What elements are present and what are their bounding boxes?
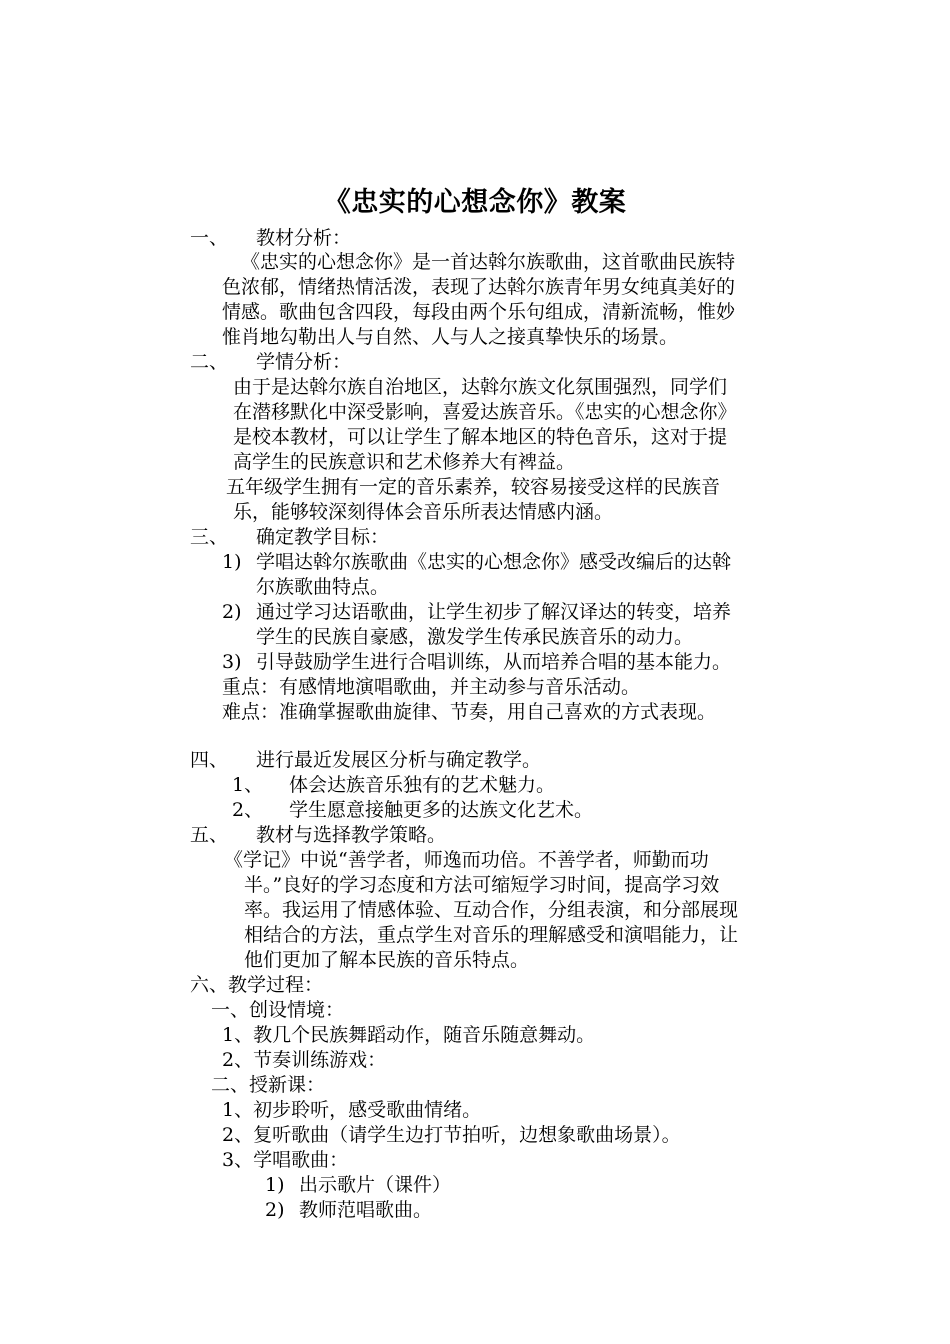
sub-item-number: 1) — [265, 1174, 285, 1196]
section-5-line: 他们更加了解本民族的音乐特点。 — [244, 949, 530, 971]
process-step: 一、创设情境： — [211, 999, 345, 1021]
section-2-line: 乐，能够较深刻得体会音乐所表达情感内涵。 — [233, 501, 614, 523]
section-5-heading: 教材与选择教学策略。 — [256, 824, 447, 846]
objective-text: 通过学习达语歌曲，让学生初步了解汉译达的转变，培养 — [256, 601, 732, 623]
section-4-number: 四、 — [190, 749, 229, 771]
sub-item-text: 出示歌片（课件） — [299, 1174, 452, 1196]
section-5-line: 半。”良好的学习态度和方法可缩短学习时间，提高学习效 — [244, 874, 720, 896]
section-2-line: 高学生的民族意识和艺术修养大有裨益。 — [233, 451, 576, 473]
sub-item-number: 2) — [265, 1199, 285, 1221]
section-2-line: 在潜移默化中深受影响，喜爱达族音乐。《忠实的心想念你》 — [233, 401, 737, 423]
objective-text: 学唱达斡尔族歌曲《忠实的心想念你》感受改编后的达斡 — [256, 551, 732, 573]
objective-text: 尔族歌曲特点。 — [256, 576, 390, 598]
list-number: 2、 — [232, 799, 264, 821]
document-title: 《忠实的心想念你》教案 — [323, 187, 627, 218]
process-step: 1、教几个民族舞蹈动作，随音乐随意舞动。 — [222, 1024, 596, 1046]
section-5-line: 相结合的方法，重点学生对音乐的理解感受和演唱能力，让 — [244, 924, 739, 946]
section-2-line: 五年级学生拥有一定的音乐素养，较容易接受这样的民族音 — [226, 476, 721, 498]
process-step: 2、复听歌曲（请学生边打节拍听，边想象歌曲场景）。 — [222, 1124, 681, 1146]
objective-number: 3) — [222, 651, 242, 673]
list-item: 体会达族音乐独有的艺术魅力。 — [289, 774, 556, 796]
section-5-number: 五、 — [190, 824, 229, 846]
section-1-line: 情感。歌曲包含四段，每段由两个乐句组成，清新流畅，惟妙 — [222, 301, 736, 323]
process-step: 3、学唱歌曲： — [222, 1149, 349, 1171]
section-2-heading: 学情分析： — [256, 351, 352, 373]
section-5-line: 《学记》中说“善学者，师逸而功倍。不善学者，师勤而功 — [224, 849, 709, 871]
section-3-number: 三、 — [190, 526, 229, 548]
section-1-line: 《忠实的心想念你》是一首达斡尔族歌曲，这首歌曲民族特 — [241, 251, 736, 273]
objective-text: 引导鼓励学生进行合唱训练，从而培养合唱的基本能力。 — [256, 651, 732, 673]
list-number: 1、 — [232, 774, 264, 796]
section-2-line: 是校本教材，可以让学生了解本地区的特色音乐，这对于提 — [233, 426, 728, 448]
section-1-line: 惟肖地勾勒出人与自然、人与人之接真挚快乐的场景。 — [222, 326, 679, 348]
list-item: 学生愿意接触更多的达族文化艺术。 — [289, 799, 594, 821]
section-5-line: 率。我运用了情感体验、互动合作，分组表演，和分部展现 — [244, 899, 739, 921]
objective-text: 学生的民族自豪感，激发学生传承民族音乐的动力。 — [256, 626, 694, 648]
section-1-heading: 教材分析： — [256, 227, 352, 249]
section-2-number: 二、 — [190, 351, 229, 373]
objective-number: 1) — [222, 551, 242, 573]
process-step: 2、节奏训练游戏： — [222, 1049, 387, 1071]
section-1-line: 色浓郁，情绪热情活泼，表现了达斡尔族青年男女纯真美好的 — [222, 276, 736, 298]
section-4-heading: 进行最近发展区分析与确定教学。 — [256, 749, 542, 771]
difficult-point: 难点：准确掌握歌曲旋律、节奏，用自己喜欢的方式表现。 — [222, 701, 717, 723]
objective-number: 2) — [222, 601, 242, 623]
sub-item-text: 教师范唱歌曲。 — [299, 1199, 433, 1221]
process-step: 1、初步聆听，感受歌曲情绪。 — [222, 1099, 482, 1121]
key-point: 重点：有感情地演唱歌曲，并主动参与音乐活动。 — [222, 676, 641, 698]
section-6-heading: 六、教学过程： — [190, 974, 324, 996]
section-3-heading: 确定教学目标： — [256, 526, 390, 548]
process-step: 二、授新课： — [211, 1074, 326, 1096]
section-2-line: 由于是达斡尔族自治地区，达斡尔族文化氛围强烈，同学们 — [233, 376, 728, 398]
section-1-number: 一、 — [190, 227, 229, 249]
